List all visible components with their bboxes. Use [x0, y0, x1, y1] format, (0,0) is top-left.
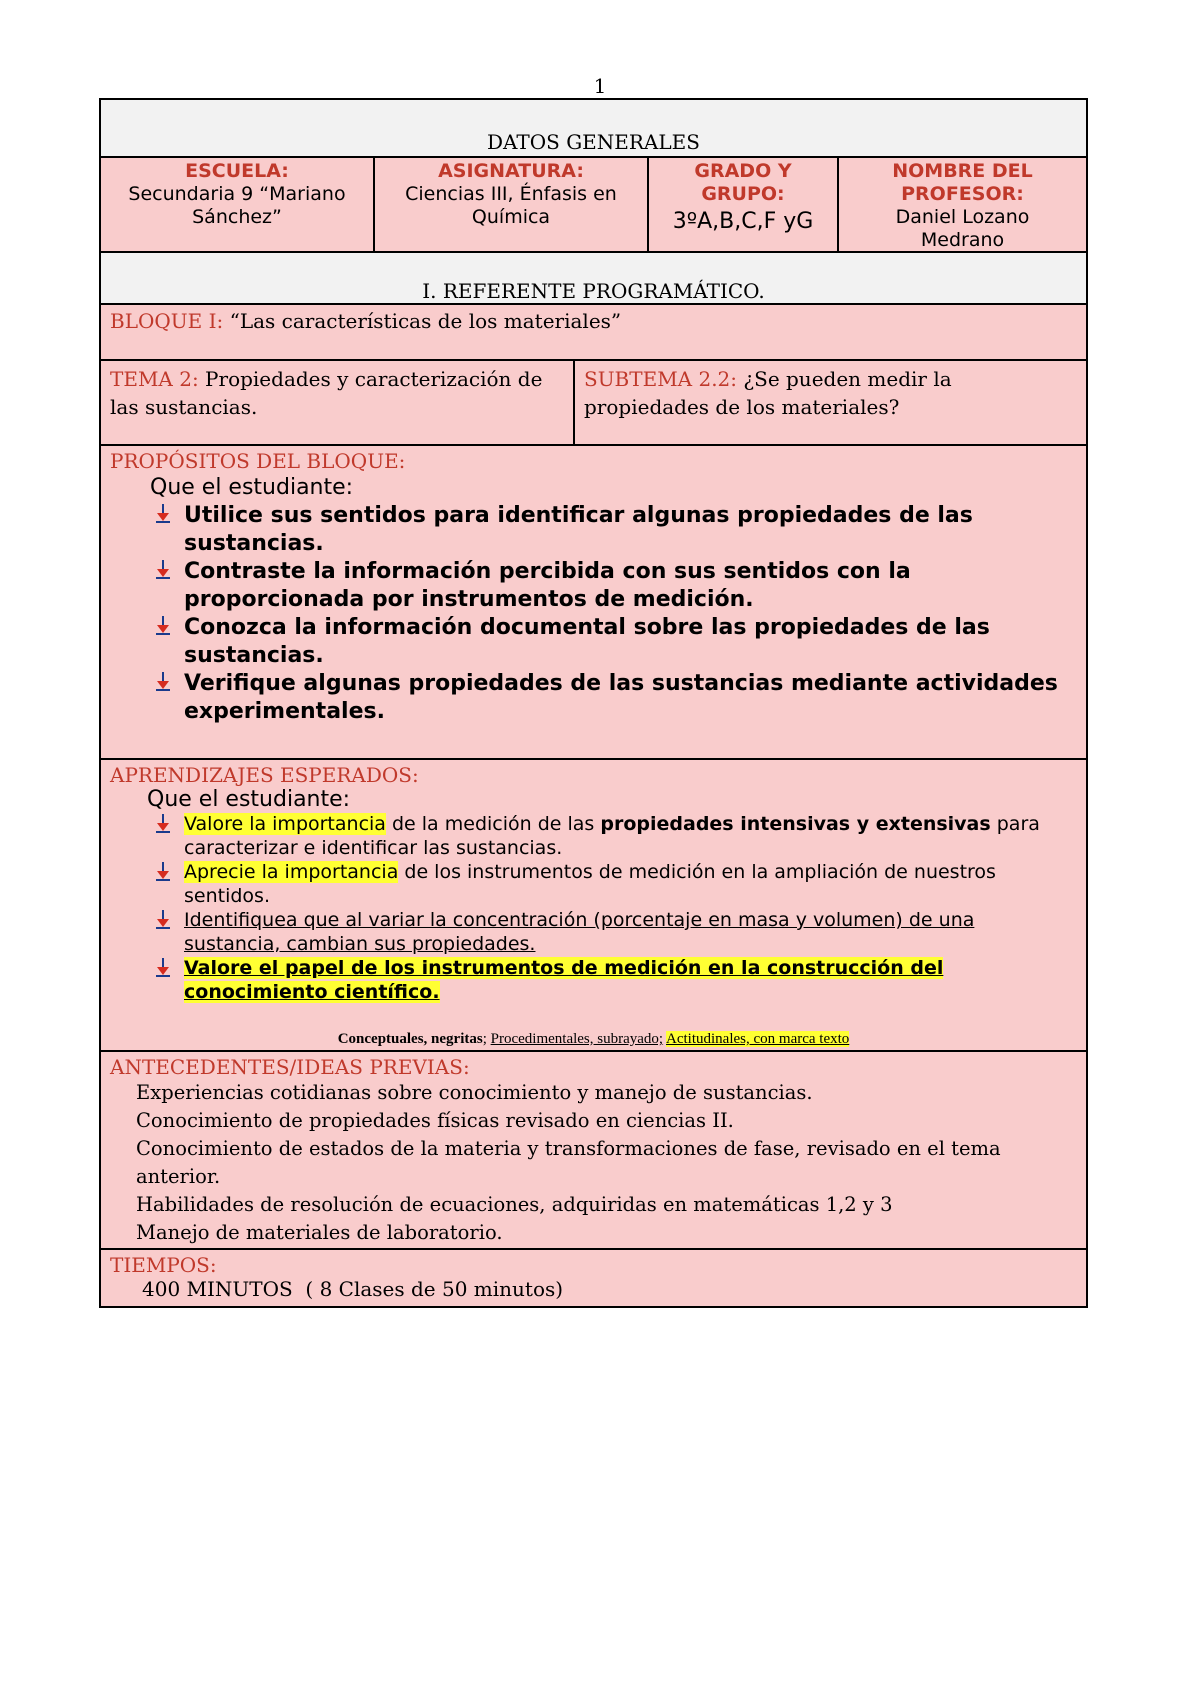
profesor-value: Daniel Lozano Medrano	[895, 206, 1030, 251]
arrow-down-icon	[154, 908, 172, 930]
antecedentes-label: ANTECEDENTES/IDEAS PREVIAS:	[110, 1055, 470, 1079]
grado-label: GRADO Y GRUPO:	[694, 160, 792, 205]
arrow-down-icon	[154, 502, 172, 524]
profesor-cell	[839, 158, 1086, 251]
escuela-value: Secundaria 9 “Mariano Sánchez”	[128, 183, 346, 228]
antecedente-item: Conocimiento de propiedades físicas revisado en ciencias II.	[136, 1109, 734, 1132]
antecedente-item: Manejo de materiales de laboratorio.	[136, 1221, 503, 1244]
propositos-label: PROPÓSITOS DEL BLOQUE:	[110, 449, 406, 473]
bloque-label: BLOQUE I:	[110, 309, 224, 333]
tema-label: TEMA 2:	[110, 367, 199, 391]
asignatura-value: Ciencias III, Énfasis en Química	[405, 183, 617, 228]
proposito-item: Conozca la información documental sobre las propiedades de las sustancias.	[184, 614, 1066, 670]
grado-cell	[649, 158, 839, 251]
antecedentes-list	[101, 1079, 1086, 1247]
aprendizajes-label: APRENDIZAJES ESPERADOS:	[110, 763, 419, 787]
antecedente-item: Experiencias cotidianas sobre conocimiento y manejo de sustancias.	[136, 1081, 813, 1104]
aprendizaje-item: Aprecie la importancia de los instrumentos de medición en la ampliación de nuestros sentidos.	[184, 860, 1066, 908]
antecedente-item: Habilidades de resolución de ecuaciones, adquiridas en matemáticas 1,2 y 3	[136, 1193, 893, 1216]
aprendizajes-intro: Que el estudiante:	[147, 787, 351, 812]
aprendizajes-row	[101, 760, 1086, 1052]
referente-title: I. REFERENTE PROGRAMÁTICO.	[422, 279, 765, 303]
tema-subtema-row	[101, 361, 1086, 446]
aprendizajes-legend: Conceptuales, negritas; Procedimentales, subrayado; Actitudinales, con marca texto	[337, 1031, 850, 1047]
proposito-item: Contraste la información percibida con sus sentidos con la proporcionada por instrumentos de medición.	[184, 558, 1066, 614]
arrow-down-icon	[154, 558, 172, 580]
proposito-item: Utilice sus sentidos para identificar algunas propiedades de las sustancias.	[184, 502, 1066, 558]
tiempos-label: TIEMPOS:	[110, 1253, 217, 1277]
propositos-list	[101, 502, 1086, 726]
antecedentes-row	[101, 1052, 1086, 1250]
aprendizajes-list	[101, 812, 1086, 1004]
arrow-down-icon	[154, 956, 172, 978]
datos-generales-cells	[101, 158, 1086, 253]
planning-table	[99, 98, 1088, 1308]
aprendizaje-item: Identifiquea que al variar la concentración (porcentaje en masa y volumen) de una sustancia, cambian sus propiedades.	[184, 908, 1066, 956]
subtema-label: SUBTEMA 2.2:	[584, 367, 738, 391]
profesor-label: NOMBRE DEL PROFESOR:	[892, 160, 1033, 205]
subtema-cell	[575, 361, 1086, 444]
referente-header	[101, 253, 1086, 305]
subtema-text: ¿Se pueden medir la propiedades de los materiales?	[584, 367, 952, 419]
propositos-row	[101, 446, 1086, 760]
aprendizaje-item: Valore el papel de los instrumentos de medición en la construcción del conocimiento científico.	[184, 956, 1066, 1004]
asignatura-label: ASIGNATURA:	[438, 160, 584, 182]
asignatura-cell	[375, 158, 649, 251]
antecedente-item: Conocimiento de estados de la materia y transformaciones de fase, revisado en el tema anterior.	[136, 1137, 1001, 1188]
tiempos-row	[101, 1250, 1086, 1306]
datos-generales-header	[101, 100, 1086, 158]
bloque-text: “Las características de los materiales”	[229, 309, 622, 333]
tema-text: Propiedades y caracterización de las sustancias.	[110, 367, 543, 419]
tema-cell	[101, 361, 575, 444]
arrow-down-icon	[154, 670, 172, 692]
grado-value: 3ºA,B,C,F yG	[672, 209, 814, 234]
aprendizaje-item: Valore la importancia de la medición de las propiedades intensivas y extensivas para caracterizar e identificar las sustancias.	[184, 812, 1066, 860]
arrow-down-icon	[154, 614, 172, 636]
page-number: 1	[593, 74, 607, 98]
tiempos-value: 400 MINUTOS ( 8 Clases de 50 minutos)	[142, 1277, 564, 1301]
datos-generales-title: DATOS GENERALES	[487, 130, 700, 154]
arrow-down-icon	[154, 812, 172, 834]
arrow-down-icon	[154, 860, 172, 882]
proposito-item: Verifique algunas propiedades de las sustancias mediante actividades experimentales.	[184, 670, 1066, 726]
bloque-row	[101, 305, 1086, 361]
propositos-intro: Que el estudiante:	[150, 475, 354, 500]
escuela-cell	[101, 158, 375, 251]
escuela-label: ESCUELA:	[185, 160, 289, 182]
